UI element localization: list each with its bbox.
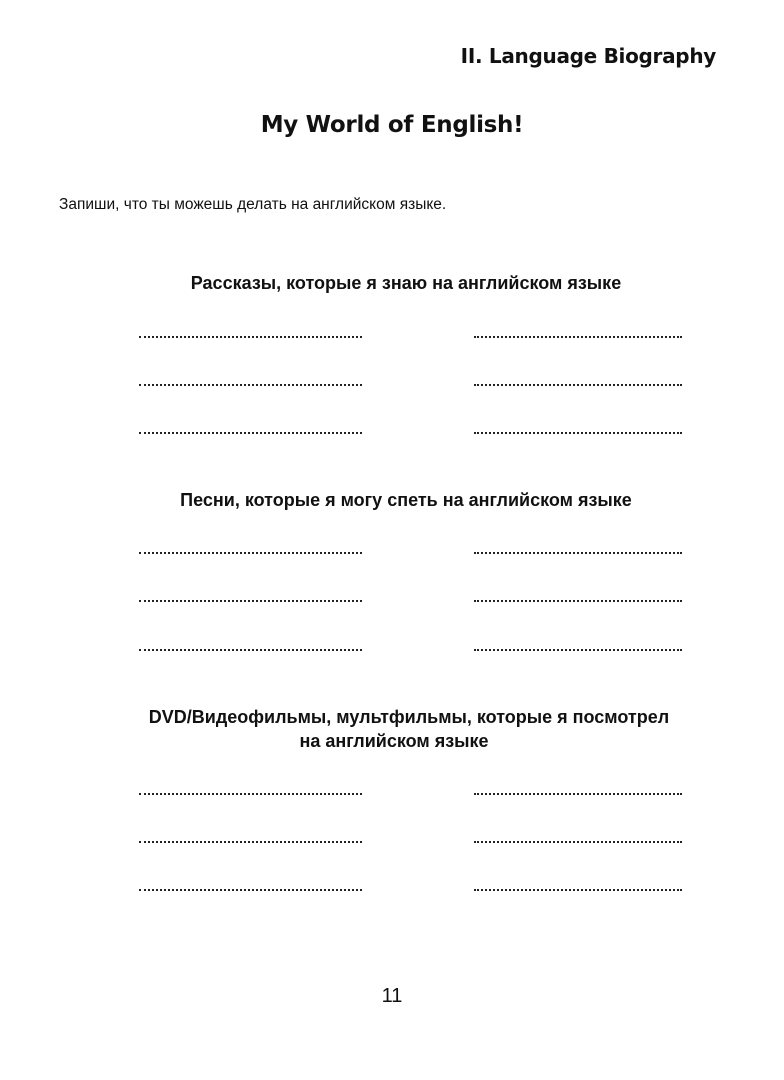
instruction-text: Запиши, что ты можешь делать на английском языке. xyxy=(59,196,447,213)
stories-answer-line[interactable] xyxy=(139,336,362,338)
films-answer-line[interactable] xyxy=(474,841,682,843)
page-title: My World of English! xyxy=(260,112,524,138)
films-answer-line[interactable] xyxy=(474,889,682,891)
films-answer-line[interactable] xyxy=(139,841,362,843)
stories-answer-line[interactable] xyxy=(139,384,362,386)
films-section-title xyxy=(17,705,784,753)
films-section-title-line1: DVD/Видеофильмы, мультфильмы, которые я посмотрел xyxy=(148,707,670,727)
films-answer-line[interactable] xyxy=(474,793,682,795)
songs-answer-line[interactable] xyxy=(139,649,362,651)
page-number: 11 xyxy=(381,985,403,1007)
songs-section-title: Песни, которые я могу спеть на английском языке xyxy=(180,490,632,510)
songs-answer-line[interactable] xyxy=(139,600,362,602)
songs-answer-line[interactable] xyxy=(139,552,362,554)
films-answer-line[interactable] xyxy=(139,889,362,891)
stories-answer-line[interactable] xyxy=(474,336,682,338)
stories-answer-line[interactable] xyxy=(474,384,682,386)
stories-answer-line[interactable] xyxy=(139,432,362,434)
songs-answer-line[interactable] xyxy=(474,600,682,602)
stories-answer-line[interactable] xyxy=(474,432,682,434)
songs-answer-line[interactable] xyxy=(474,552,682,554)
stories-section-title: Рассказы, которые я знаю на английском языке xyxy=(190,273,622,293)
songs-answer-line[interactable] xyxy=(474,649,682,651)
section-header: II. Language Biography xyxy=(460,44,716,68)
films-section-title-line2: на английском языке xyxy=(299,731,489,751)
films-answer-line[interactable] xyxy=(139,793,362,795)
